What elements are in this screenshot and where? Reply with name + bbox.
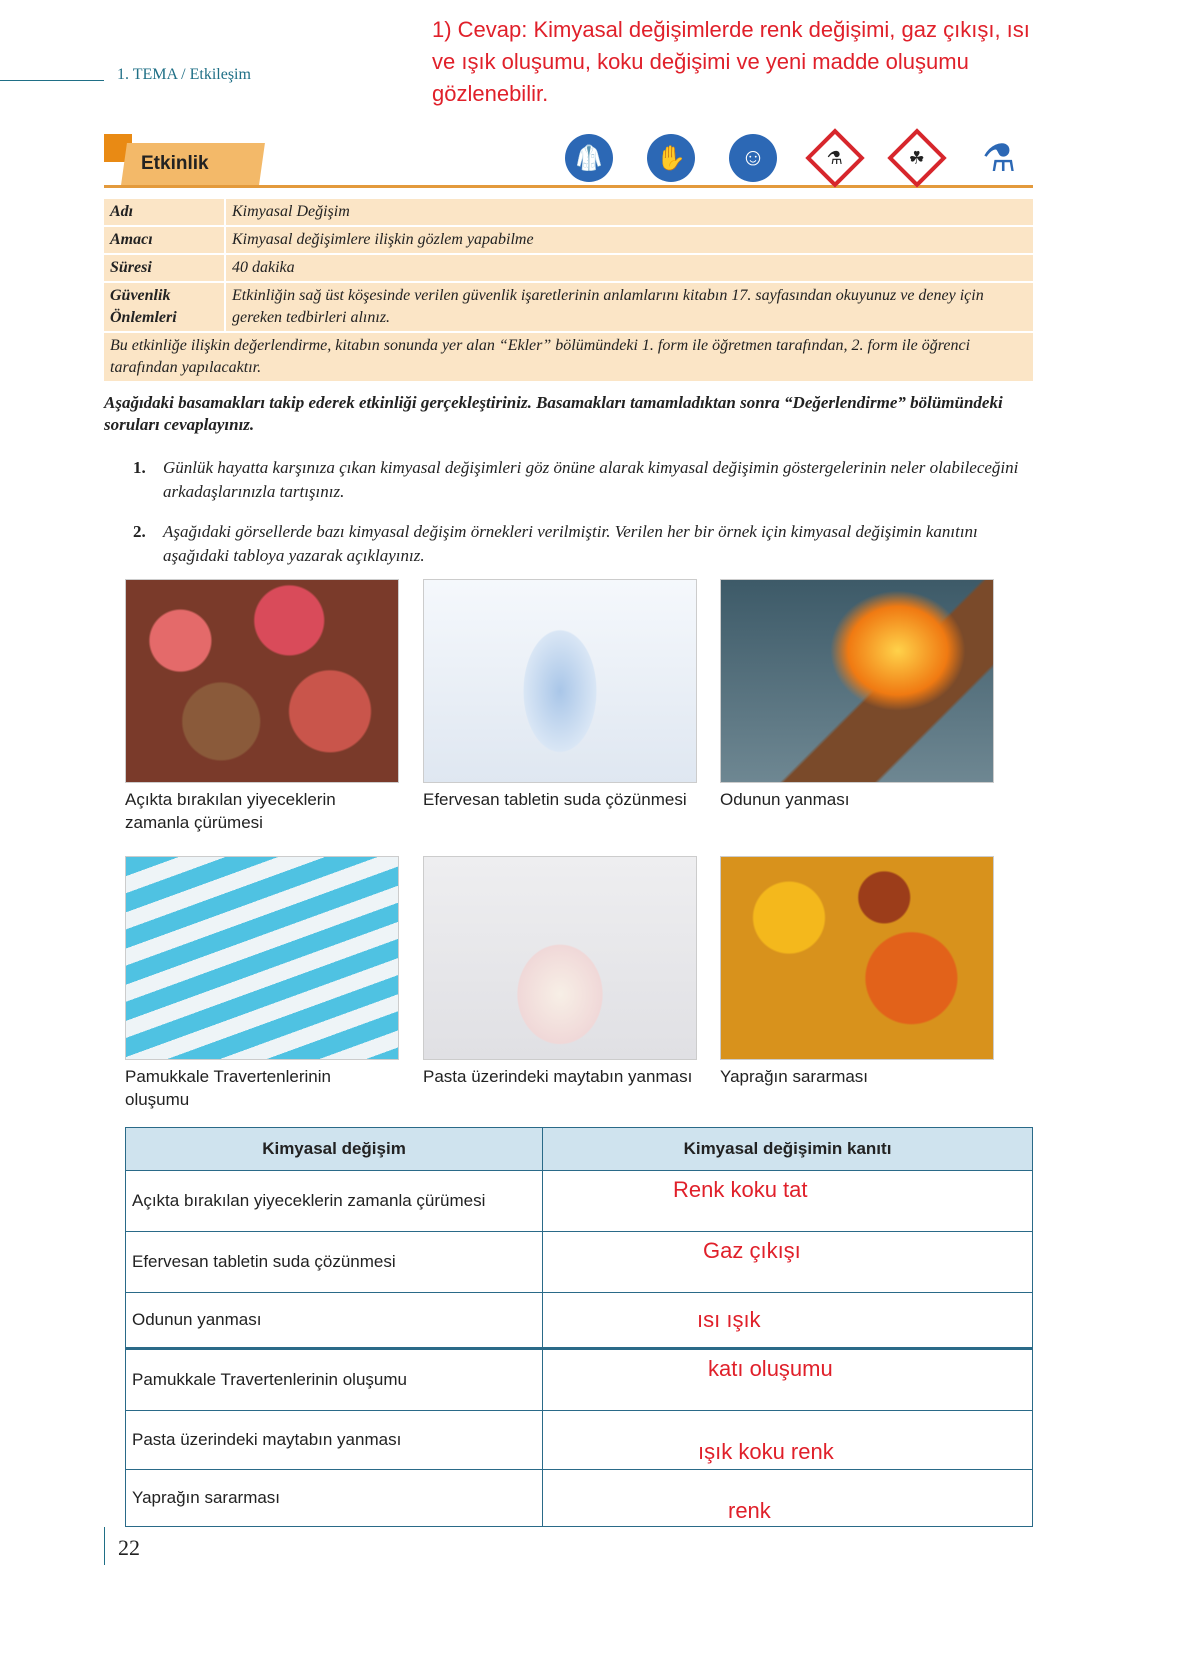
caption: Odunun yanması — [720, 790, 850, 809]
info-row: Adı Kimyasal Değişim — [104, 199, 1033, 225]
face-mask-icon: ☺ — [729, 134, 777, 182]
caption: Efervesan tabletin suda çözünmesi — [423, 790, 687, 809]
activity-rule — [104, 185, 1033, 188]
info-row: Güvenlik Önlemleri Etkinliğin sağ üst köşesinde verilen güvenlik işaretlerinin anlamlarını kitabın 17. sayfasından okuyunuz ve deney için gereken tedbirleri alınız. — [104, 283, 1033, 331]
caption: Yaprağın sararması — [720, 1067, 869, 1086]
info-row: Süresi 40 dakika — [104, 255, 1033, 281]
evidence-table — [125, 1127, 1033, 1527]
column-header: Kimyasal değişimin kanıtı — [543, 1128, 1033, 1171]
header-rule — [0, 80, 104, 81]
instructions: Aşağıdaki basamakları takip ederek etkinliği gerçekleştiriniz. Basamakları tamamladıktan sonra “Değerlendirme” bölümündeki soruları cevaplayınız. — [104, 393, 1003, 434]
photo-rotting-apples — [125, 579, 399, 783]
activity-info-table — [104, 197, 1033, 383]
table-row: Efervesan tabletin suda çözünmesi Gaz çıkışı — [126, 1232, 1033, 1293]
table-row: Açıkta bırakılan yiyeceklerin zamanla çürümesi Renk koku tat — [126, 1171, 1033, 1232]
caption: Pamukkale Travertenlerinin oluşumu — [125, 1067, 331, 1109]
answer-note: 1) Cevap: Kimyasal değişimlerde renk değişimi, gaz çıkışı, ısı ve ışık oluşumu, koku değişimi ve yeni madde oluşumu gözlenebilir. — [432, 17, 1030, 106]
protective-suit-icon: 🥼 — [565, 134, 613, 182]
activity-title: Etkinlik — [141, 153, 209, 174]
table-row: Yaprağın sararması renk — [126, 1470, 1033, 1527]
photo-cake-sparkler — [423, 856, 697, 1060]
photo-pamukkale — [125, 856, 399, 1060]
photo-effervescent-tablet — [423, 579, 697, 783]
column-header: Kimyasal değişim — [126, 1128, 543, 1171]
table-row: Pasta üzerindeki maytabın yanması ışık koku renk — [126, 1411, 1033, 1470]
info-note-row: Bu etkinliğe ilişkin değerlendirme, kitabın sonunda yer alan “Ekler” bölümündeki 1. form ile öğretmen tarafından, 2. form ile öğrenci tarafından yapılacaktır. — [104, 333, 1033, 381]
theme-header: 1. TEMA / Etkileşim — [117, 66, 251, 83]
step-2: 2. Aşağıdaki görsellerde bazı kimyasal değişim örnekleri verilmiştir. Verilen her bir örnek için kimyasal değişimin kanıtını aşağıdaki tabloya yazarak açıklayınız. — [133, 522, 978, 565]
caption: Açıkta bırakılan yiyeceklerin zamanla çürümesi — [125, 790, 336, 832]
info-row: Amacı Kimyasal değişimlere ilişkin gözlem yapabilme — [104, 227, 1033, 253]
step-1: 1. Günlük hayatta karşınıza çıkan kimyasal değişimleri göz önüne alarak kimyasal değişimin göstergelerinin neler olabileceğini arkadaşlarınızla tartışınız. — [133, 458, 1019, 501]
table-row: Pamukkale Travertenlerinin oluşumu katı oluşumu — [126, 1349, 1033, 1411]
photo-burning-wood — [720, 579, 994, 783]
environment-hazard-icon: ☘ — [887, 128, 946, 187]
table-row: Odunun yanması ısı ışık — [126, 1293, 1033, 1349]
page-number-rule — [104, 1527, 105, 1565]
corrosive-hazard-icon: ⚗ — [805, 128, 864, 187]
caption: Pasta üzerindeki maytabın yanması — [423, 1067, 693, 1086]
photo-autumn-leaves — [720, 856, 994, 1060]
lab-glassware-icon: ⚗ — [981, 137, 1017, 180]
page-number: 22 — [118, 1535, 140, 1560]
gloves-icon: ✋ — [647, 134, 695, 182]
